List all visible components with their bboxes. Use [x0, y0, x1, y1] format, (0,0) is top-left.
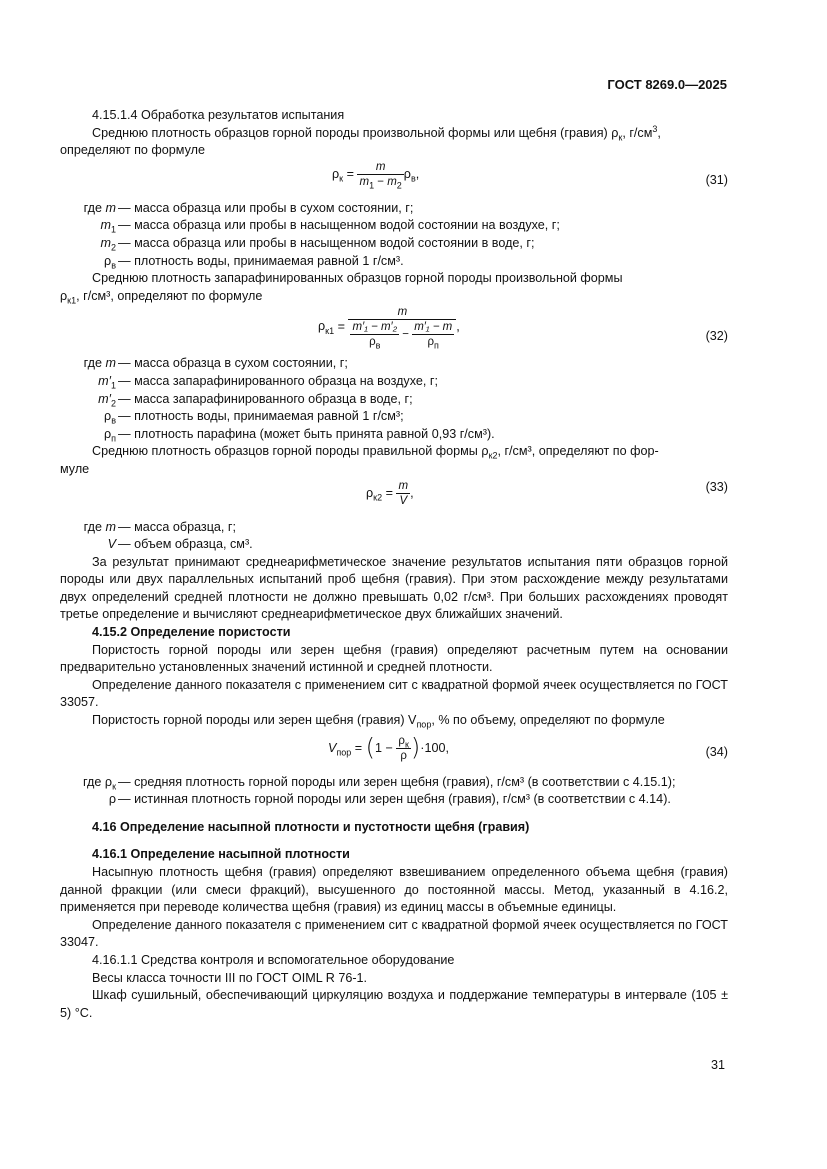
paragraph-bulk-3: 4.16.1.1 Средства контроля и вспомогательное оборудование [92, 952, 455, 967]
section-title-4-15-1-4: 4.15.1.4 Обработка результатов испытания [92, 108, 345, 122]
where-row: $m'_2$ — масса запарафинированного образца в воде, г; [98, 391, 413, 409]
formula-34: $V_{пор} = (1$ − $\frac{\rho_к}{\rho}$ )·100, (34) [328, 733, 728, 762]
where-row: $m_1$ — масса образца или пробы в насыщенном водой состоянии на воздухе, г; [100, 218, 560, 235]
formula-number-34: (34) [705, 744, 728, 759]
paragraph-porosity-2: Определение данного показателя с применением сит с квадратной формой ячеек осуществляется по ГОСТ 33057. [60, 677, 728, 710]
where-row: $\rho_в$ — плотность воды, принимаемая равной 1 г/см³. [104, 253, 404, 271]
section-title-4-16: 4.16 Определение насыпной плотности и пустотности щебня (гравия) [92, 819, 530, 834]
where-row: V — объем образца, см³. [107, 537, 253, 552]
paragraph-density-intro-cont: определяют по формуле [60, 143, 205, 158]
paragraph-density-intro: Среднюю плотность образцов горной породы произвольной формы или щебня (гравия) $\rho_к$, $г/см^3$, [92, 123, 661, 143]
section-title-4-16-1: 4.16.1 Определение насыпной плотности [92, 847, 350, 862]
formula-number-31: (31) [705, 172, 728, 187]
paragraph-result: За результат принимают среднеарифметическое значение результатов испытания пяти образцов горной породы или двух параллельных испытаний проб щебня (гравия). При этом расхождение между результатами двух определений средней плотности не должно превышать 0,02 г/см³. При больших расхождениях проводят третье определение и вычисляют среднеарифметическое двух ближайших значений. [60, 554, 728, 622]
where-row: где $\rho_к$ — средняя плотность горной породы или зерен щебня (гравия), г/см³ (в соответствии с 4.15.1); [83, 774, 676, 792]
paragraph-paraffin: Среднюю плотность запарафинированных образцов горной породы произвольной формы [92, 271, 623, 286]
page-content [60, 107, 728, 1022]
paragraph-porosity-1: Пористость горной породы или зерен щебня (гравия) определяют расчетным путем на основании предварительно установленных значений истинной и средней плотности. [60, 642, 728, 675]
where-row: $\rho_п$ — плотность парафина (может быть принята равной 0,93 г/см³). [103, 426, 495, 444]
paragraph-bulk-4: Весы класса точности III по ГОСТ OIML R 76-1. [92, 970, 368, 985]
where-row: $m'_1$ — масса запарафинированного образца на воздухе, г; [98, 373, 438, 391]
paragraph-porosity-3: Пористость горной породы или зерен щебня (гравия) $V_{пор}$, % по объему, определяют по формуле [92, 713, 665, 730]
where-row: где m — масса образца, г; [83, 519, 237, 534]
document-id-header: ГОСТ 8269.0—2025 [607, 77, 727, 92]
where-row: где m — масса образца или пробы в сухом состоянии, г; [83, 200, 414, 215]
paragraph-bulk-2: Определение данного показателя с применением сит с квадратной формой ячеек осуществляется по ГОСТ 33047. [60, 917, 728, 950]
formula-31: $\rho_к$ = $\frac{m}{m_1 - m_2}$ $\rho_в$, (31) [332, 160, 728, 191]
formula-32: $\rho_{к1}$ = m $\frac{\text{m′₁ − m′₂}}{\rho_в}$ − $\frac{\text{m′₁ − m}}{\rho_п}$ , (32) [318, 306, 728, 351]
where-row: где m — масса образца в сухом состоянии, г; [83, 356, 348, 371]
where-row: $\rho_в$ — плотность воды, принимаемая равной 1 г/см³; [104, 409, 404, 426]
where-row: ρ — истинная плотность горной породы или зерен щебня (гравия), г/см³ (в соответствии с 4.14). [108, 792, 671, 807]
where-row: $m_2$ — масса образца или пробы в насыщенном водой состоянии в воде, г; [100, 235, 535, 253]
formula-number-32: (32) [705, 329, 728, 344]
formula-number-33: (33) [705, 479, 728, 494]
paragraph-paraffin-cont: $\rho_{к1}$, г/см³, определяют по формуле [60, 288, 263, 306]
paragraph-bulk-5: Шкаф сушильный, обеспечивающий циркуляцию воздуха и поддержание температуры в интервале (105 ± 5) °C. [60, 988, 728, 1020]
paragraph-regular-form: Среднюю плотность образцов горной породы правильной формы $\rho_{к2}$, г/см³, определяют по фор- [92, 444, 659, 461]
section-title-4-15-2: 4.15.2 Определение пористости [92, 625, 291, 640]
paragraph-bulk-1: Насыпную плотность щебня (гравия) определяют взвешиванием определенного объема щебня (гравия) данной фракции (или смеси фракций), высушенного до постоянной массы. Метод, указанный в 4.16.2, применяется при переводе количества щебня (гравия) из единиц массы в объемные единицы. [60, 865, 728, 915]
page-number: 31 [710, 1058, 725, 1072]
paragraph-regular-form-cont: муле [60, 461, 90, 476]
formula-33: $\rho_{к2}$ = $\frac{m}{V}$ , (33) [366, 479, 728, 507]
